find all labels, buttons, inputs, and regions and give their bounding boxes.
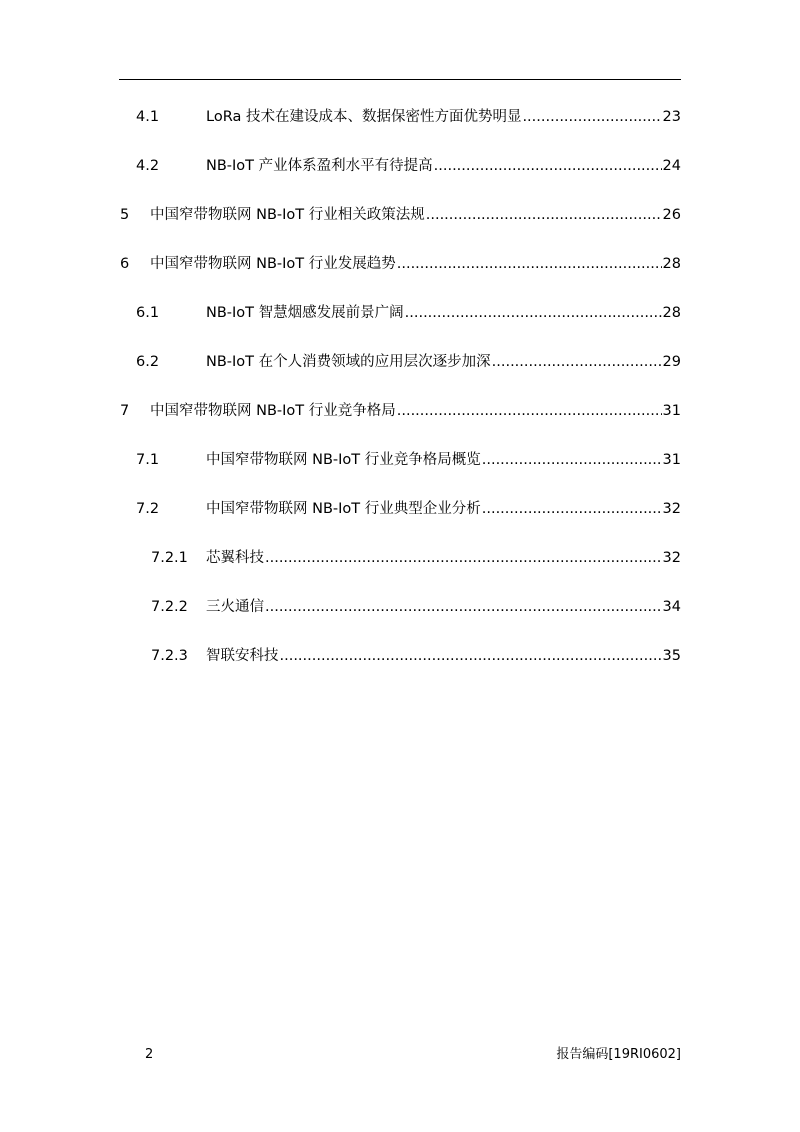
table-of-contents [119,104,681,692]
toc-entry-page: 26 [662,207,681,223]
toc-entry[interactable] [119,300,681,349]
toc-entry-page: 28 [662,305,681,321]
toc-dot-leader [280,643,662,669]
toc-entry-title: NB-IoT 产业体系盈利水平有待提高 [206,158,433,174]
toc-entry-title: 三火通信 [206,599,264,615]
toc-dot-leader [265,545,662,571]
toc-dot-leader [397,251,662,277]
toc-entry-number: 7.2.3 [151,648,188,664]
toc-entry-title: NB-IoT 在个人消费领域的应用层次逐步加深 [206,354,491,370]
toc-dot-leader [482,496,662,522]
toc-entry-number: 6.1 [136,305,160,321]
toc-entry-page: 35 [662,648,681,664]
toc-dot-leader [434,153,662,179]
toc-entry-page: 31 [662,403,681,419]
toc-entry-title: 中国窄带物联网 NB-IoT 行业竞争格局概览 [206,452,481,468]
toc-entry-number: 7.2 [136,501,160,517]
toc-dot-leader [522,104,661,130]
page-number: 2 [145,1047,154,1062]
toc-entry-page: 32 [662,501,681,517]
toc-dot-leader [405,300,662,326]
toc-entry-page: 28 [662,256,681,272]
toc-dot-leader [265,594,662,620]
toc-dot-leader [492,349,662,375]
toc-entry-number: 5 [120,207,130,223]
toc-entry-number: 6.2 [136,354,160,370]
toc-entry[interactable] [119,153,681,202]
toc-entry-number: 7.1 [136,452,160,468]
toc-entry[interactable] [119,643,681,692]
toc-entry[interactable] [119,447,681,496]
toc-entry[interactable] [119,202,681,251]
toc-entry-number: 7 [120,403,130,419]
toc-entry-title: NB-IoT 智慧烟感发展前景广阔 [206,305,404,321]
header-rule [119,79,681,80]
toc-entry-title: 中国窄带物联网 NB-IoT 行业典型企业分析 [206,501,481,517]
toc-entry[interactable] [119,349,681,398]
toc-entry-page: 23 [662,109,681,125]
toc-entry-number: 6 [120,256,130,272]
toc-entry-page: 31 [662,452,681,468]
toc-entry-page: 34 [662,599,681,615]
toc-entry-title: 智联安科技 [206,648,279,664]
toc-entry-number: 4.1 [136,109,160,125]
toc-entry[interactable] [119,545,681,594]
toc-entry-title: 中国窄带物联网 NB-IoT 行业发展趋势 [150,256,396,272]
toc-entry-number: 4.2 [136,158,160,174]
toc-entry-title: 中国窄带物联网 NB-IoT 行业竞争格局 [150,403,396,419]
toc-entry-page: 29 [662,354,681,370]
toc-entry[interactable] [119,398,681,447]
toc-dot-leader [482,447,662,473]
report-code: 报告编码[19RI0602] [556,1047,681,1062]
toc-entry-page: 24 [662,158,681,174]
toc-dot-leader [397,398,662,424]
toc-entry[interactable] [119,104,681,153]
toc-entry-number: 7.2.1 [151,550,188,566]
toc-entry-title: 中国窄带物联网 NB-IoT 行业相关政策法规 [150,207,425,223]
toc-entry[interactable] [119,496,681,545]
toc-entry-page: 32 [662,550,681,566]
toc-entry-title: 芯翼科技 [206,550,264,566]
toc-entry-title: LoRa 技术在建设成本、数据保密性方面优势明显 [206,109,522,125]
toc-entry[interactable] [119,251,681,300]
toc-dot-leader [426,202,662,228]
toc-entry-number: 7.2.2 [151,599,188,615]
toc-entry[interactable] [119,594,681,643]
